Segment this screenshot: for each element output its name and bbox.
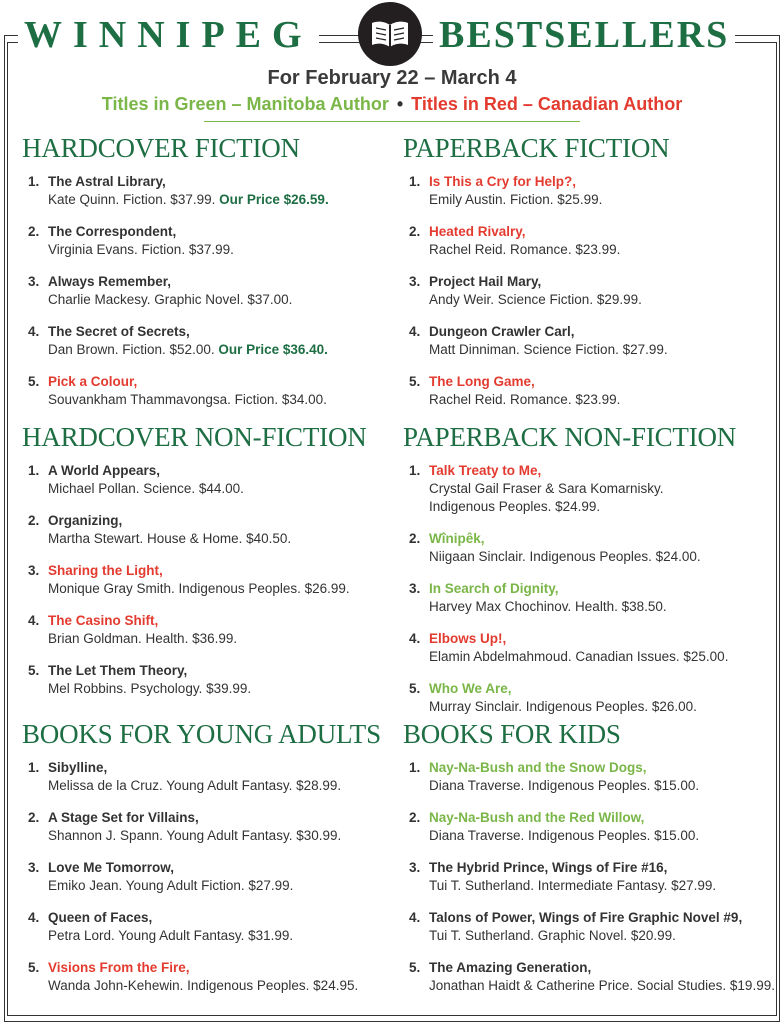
author-genre-price: Virginia Evans. Fiction. $37.99.	[48, 242, 234, 257]
rank-number: 2.	[28, 224, 40, 239]
rank-number: 5.	[28, 374, 40, 389]
list-item	[403, 959, 773, 995]
rank-number: 1.	[28, 174, 40, 189]
divider-rule	[204, 121, 580, 122]
book-details	[429, 480, 773, 498]
rank-number: 3.	[28, 860, 40, 875]
list-item	[403, 859, 773, 895]
author-genre-price: Kate Quinn. Fiction. $37.99.	[48, 192, 216, 207]
list-item	[403, 759, 773, 795]
heading-paperback-fiction: PAPERBACK FICTION	[403, 133, 670, 163]
rank-number: 3.	[28, 274, 40, 289]
list-item	[403, 909, 773, 945]
open-book-icon	[358, 2, 422, 66]
author-genre-price: Dan Brown. Fiction. $52.00.	[48, 342, 215, 357]
book-details	[429, 977, 773, 995]
rank-number: 2.	[409, 810, 421, 825]
book-details	[48, 777, 392, 795]
list-item	[22, 809, 392, 845]
book-details	[429, 391, 773, 409]
book-details	[429, 548, 773, 566]
list-item	[403, 580, 773, 616]
book-title: In Search of Dignity,	[429, 581, 559, 596]
list-item	[22, 562, 392, 598]
book-title: Wînipêk,	[429, 531, 485, 546]
list-kids	[403, 759, 773, 995]
author-genre-price: Elamin Abdelmahmoud. Canadian Issues. $25.00.	[429, 649, 729, 664]
book-details	[48, 827, 392, 845]
author-genre-price: Monique Gray Smith. Indigenous Peoples. $26.99.	[48, 581, 350, 596]
book-title: Organizing,	[48, 513, 123, 528]
book-details	[48, 877, 392, 895]
author-genre-price: Petra Lord. Young Adult Fantasy. $31.99.	[48, 928, 294, 943]
our-price: Our Price $36.40.	[218, 342, 328, 357]
book-details	[48, 977, 392, 995]
author-genre-price: Murray Sinclair. Indigenous Peoples. $26.00.	[429, 699, 697, 714]
author-genre-price: Mel Robbins. Psychology. $39.99.	[48, 681, 252, 696]
book-title: The Astral Library,	[48, 174, 166, 189]
book-title: Is This a Cry for Help?,	[429, 174, 577, 189]
list-item	[22, 612, 392, 648]
book-details	[429, 927, 773, 945]
book-details	[429, 291, 773, 309]
rank-number: 2.	[28, 810, 40, 825]
book-title: The Casino Shift,	[48, 613, 159, 628]
author-genre-price: Tui T. Sutherland. Graphic Novel. $20.99.	[429, 928, 676, 943]
book-details-line2: Indigenous Peoples. $24.99.	[429, 499, 601, 514]
list-item	[22, 462, 392, 498]
list-hardcover-nonfiction	[22, 462, 392, 698]
book-details	[429, 648, 773, 666]
author-genre-price: Crystal Gail Fraser & Sara Komarnisky.	[429, 481, 664, 496]
author-genre-price: Shannon J. Spann. Young Adult Fantasy. $30.99.	[48, 828, 342, 843]
section-paperback-fiction	[403, 132, 773, 409]
author-genre-price: Emiko Jean. Young Adult Fiction. $27.99.	[48, 878, 294, 893]
date-range: For February 22 – March 4	[267, 67, 517, 89]
list-item	[403, 809, 773, 845]
rank-number: 1.	[409, 174, 421, 189]
rank-number: 4.	[409, 910, 421, 925]
list-item	[403, 462, 773, 516]
book-details	[48, 530, 392, 548]
list-item	[22, 512, 392, 548]
book-title: Visions From the Fire,	[48, 960, 190, 975]
book-title: Project Hail Mary,	[429, 274, 542, 289]
book-title: Always Remember,	[48, 274, 172, 289]
rank-number: 1.	[409, 760, 421, 775]
book-details	[429, 827, 773, 845]
author-genre-price: Tui T. Sutherland. Intermediate Fantasy. $27.99.	[429, 878, 717, 893]
book-title: Sharing the Light,	[48, 563, 163, 578]
author-genre-price: Rachel Reid. Romance. $23.99.	[429, 242, 621, 257]
author-genre-price: Melissa de la Cruz. Young Adult Fantasy. $28.99.	[48, 778, 342, 793]
book-title: Love Me Tomorrow,	[48, 860, 175, 875]
list-item	[22, 223, 392, 259]
book-details	[429, 241, 773, 259]
list-hardcover-fiction	[22, 173, 392, 409]
masthead	[0, 0, 784, 70]
book-details	[48, 241, 392, 259]
list-item	[22, 909, 392, 945]
list-item	[22, 959, 392, 995]
rank-number: 4.	[409, 324, 421, 339]
our-price: Our Price $26.59.	[219, 192, 329, 207]
heading-hardcover-fiction: HARDCOVER FICTION	[22, 133, 300, 163]
list-item	[22, 759, 392, 795]
rank-number: 3.	[409, 274, 421, 289]
book-details	[48, 391, 392, 409]
author-genre-price: Jonathan Haidt & Catherine Price. Social Studies. $19.99.	[429, 978, 775, 993]
list-paperback-fiction	[403, 173, 773, 409]
book-title: Sibylline,	[48, 760, 108, 775]
book-details	[48, 580, 392, 598]
book-title: The Let Them Theory,	[48, 663, 188, 678]
section-hardcover-nonfiction	[22, 421, 392, 698]
rank-number: 3.	[409, 860, 421, 875]
section-paperback-nonfiction	[403, 421, 773, 716]
book-title: Nay-Na-Bush and the Red Willow,	[429, 810, 645, 825]
rank-number: 1.	[409, 463, 421, 478]
book-title: Pick a Colour,	[48, 374, 138, 389]
list-item	[403, 223, 773, 259]
list-item	[22, 173, 392, 209]
rank-number: 1.	[28, 760, 40, 775]
list-item	[22, 662, 392, 698]
heading-hardcover-nonfiction: HARDCOVER NON-FICTION	[22, 422, 367, 452]
list-item	[22, 373, 392, 409]
book-details	[48, 480, 392, 498]
rank-number: 4.	[409, 631, 421, 646]
heading-young-adults: BOOKS FOR YOUNG ADULTS	[22, 719, 381, 749]
book-title: Nay-Na-Bush and the Snow Dogs,	[429, 760, 647, 775]
author-genre-price: Michael Pollan. Science. $44.00.	[48, 481, 244, 496]
book-details	[429, 698, 773, 716]
list-item	[403, 630, 773, 666]
book-details	[429, 877, 773, 895]
list-young-adults	[22, 759, 392, 995]
book-title: The Correspondent,	[48, 224, 177, 239]
section-young-adults	[22, 718, 392, 995]
book-title: Who We Are,	[429, 681, 512, 696]
list-item	[403, 273, 773, 309]
legend-separator: •	[396, 94, 404, 114]
rank-number: 2.	[28, 513, 40, 528]
section-kids	[403, 718, 773, 995]
book-details	[429, 191, 773, 209]
list-item	[22, 323, 392, 359]
book-title: Heated Rivalry,	[429, 224, 526, 239]
list-paperback-nonfiction	[403, 462, 773, 716]
book-details	[429, 598, 773, 616]
book-details	[48, 341, 392, 359]
author-genre-price: Wanda John-Kehewin. Indigenous Peoples. $24.95.	[48, 978, 359, 993]
title-bestsellers: BESTSELLERS	[433, 12, 735, 58]
author-genre-price: Diana Traverse. Indigenous Peoples. $15.00.	[429, 778, 700, 793]
author-genre-price: Matt Dinniman. Science Fiction. $27.99.	[429, 342, 668, 357]
book-details	[48, 927, 392, 945]
author-genre-price: Rachel Reid. Romance. $23.99.	[429, 392, 621, 407]
book-title: The Long Game,	[429, 374, 535, 389]
rank-number: 5.	[28, 663, 40, 678]
legend-manitoba: Titles in Green – Manitoba Author	[101, 94, 389, 114]
book-details	[429, 341, 773, 359]
book-title: The Amazing Generation,	[429, 960, 592, 975]
book-title: Talons of Power, Wings of Fire Graphic Novel #9,	[429, 910, 743, 925]
title-winnipeg: WINNIPEG	[18, 12, 319, 58]
book-details	[48, 191, 392, 209]
list-item	[403, 680, 773, 716]
author-genre-price: Souvankham Thammavongsa. Fiction. $34.00.	[48, 392, 327, 407]
list-item	[403, 173, 773, 209]
list-item	[22, 859, 392, 895]
author-genre-price: Diana Traverse. Indigenous Peoples. $15.00.	[429, 828, 700, 843]
book-title: The Secret of Secrets,	[48, 324, 190, 339]
book-details	[48, 680, 392, 698]
author-genre-price: Niigaan Sinclair. Indigenous Peoples. $24.00.	[429, 549, 701, 564]
book-title: Queen of Faces,	[48, 910, 153, 925]
author-genre-price: Emily Austin. Fiction. $25.99.	[429, 192, 603, 207]
list-item	[403, 323, 773, 359]
list-item	[22, 273, 392, 309]
rank-number: 2.	[409, 224, 421, 239]
author-genre-price: Brian Goldman. Health. $36.99.	[48, 631, 238, 646]
rank-number: 2.	[409, 531, 421, 546]
rank-number: 4.	[28, 324, 40, 339]
book-title: A World Appears,	[48, 463, 161, 478]
rank-number: 3.	[28, 563, 40, 578]
book-title: Dungeon Crawler Carl,	[429, 324, 575, 339]
book-details	[48, 630, 392, 648]
rank-number: 5.	[409, 681, 421, 696]
book-details	[429, 777, 773, 795]
heading-paperback-nonfiction: PAPERBACK NON-FICTION	[403, 422, 737, 452]
book-details	[48, 291, 392, 309]
color-legend	[0, 91, 784, 117]
list-item	[403, 373, 773, 409]
heading-kids: BOOKS FOR KIDS	[403, 719, 621, 749]
rank-number: 1.	[28, 463, 40, 478]
author-genre-price: Martha Stewart. House & Home. $40.50.	[48, 531, 292, 546]
legend-canadian: Titles in Red – Canadian Author	[411, 94, 683, 114]
rank-number: 5.	[409, 960, 421, 975]
rank-number: 3.	[409, 581, 421, 596]
author-genre-price: Andy Weir. Science Fiction. $29.99.	[429, 292, 642, 307]
author-genre-price: Harvey Max Chochinov. Health. $38.50.	[429, 599, 667, 614]
book-title: Elbows Up!,	[429, 631, 507, 646]
book-title: The Hybrid Prince, Wings of Fire #16,	[429, 860, 668, 875]
book-title: A Stage Set for Villains,	[48, 810, 199, 825]
author-genre-price: Charlie Mackesy. Graphic Novel. $37.00.	[48, 292, 293, 307]
list-item	[403, 530, 773, 566]
subheader	[0, 66, 784, 117]
rank-number: 4.	[28, 910, 40, 925]
book-title: Talk Treaty to Me,	[429, 463, 542, 478]
rank-number: 5.	[409, 374, 421, 389]
section-hardcover-fiction	[22, 132, 392, 409]
rank-number: 5.	[28, 960, 40, 975]
rank-number: 4.	[28, 613, 40, 628]
